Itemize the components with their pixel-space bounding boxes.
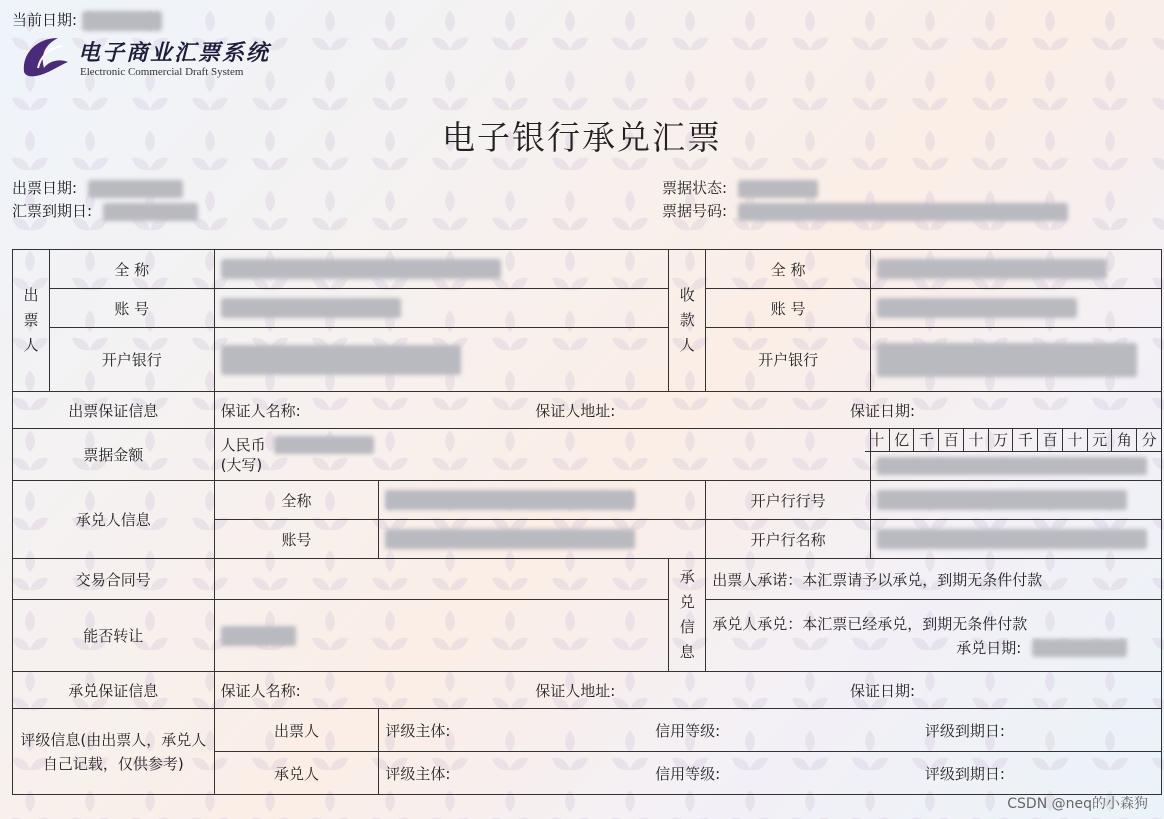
drawer-promise: 出票人承诺：本汇票请予以承兑，到期无条件付款 <box>706 559 1162 600</box>
acceptor-rating-expiry: 评级到期日: <box>924 764 1005 783</box>
drawer-rating-subject: 评级主体: <box>385 721 451 740</box>
amount-digit-header: 千 <box>914 429 939 451</box>
issue-guarantor-addr-label: 保证人地址: <box>535 401 616 420</box>
bill-number-value-redacted <box>738 203 1068 221</box>
rating-acceptor-row <box>379 752 1162 795</box>
accept-guarantee-row <box>214 672 1161 709</box>
amount-uppercase-note: (大写) <box>220 455 263 474</box>
payee-bank-label: 开户银行 <box>706 328 871 392</box>
drawer-rating-expiry: 评级到期日: <box>924 721 1005 740</box>
rating-drawer-row <box>379 709 1162 752</box>
payee-name-label: 全 称 <box>706 250 871 289</box>
acceptance-info-label: 承 兑 信 息 <box>669 559 706 672</box>
current-date-value-redacted <box>82 11 162 31</box>
rating-acceptor-label: 承兑人 <box>214 752 379 795</box>
amount-digit-header: 元 <box>1088 429 1113 451</box>
drawer-section-label: 出 票 人 <box>13 250 50 392</box>
accept-date-label: 承兑日期: <box>956 638 1022 657</box>
logo-cn: 电子商业汇票系统 <box>78 40 271 66</box>
rating-info-label: 评级信息(由出票人，承兑人自己记载，仅供参考) <box>13 709 215 795</box>
accept-guarantee-label: 承兑保证信息 <box>13 672 215 709</box>
due-date-label: 汇票到期日: <box>12 202 93 220</box>
payee-bank-value <box>870 328 1161 392</box>
amount-digit-header: 万 <box>989 429 1014 451</box>
amount-words <box>214 429 870 481</box>
acceptor-info-label: 承兑人信息 <box>13 481 215 559</box>
issue-date-value-redacted <box>88 180 183 198</box>
issue-guarantor-name-label: 保证人名称: <box>220 401 301 420</box>
acceptor-bank-no-label: 开户行行号 <box>706 481 871 520</box>
amount-digit-header: 千 <box>1013 429 1038 451</box>
amount-digit-header: 分 <box>1141 431 1157 449</box>
acceptor-bank-name-label: 开户行名称 <box>706 520 871 559</box>
acceptor-bank-no-value <box>870 481 1161 520</box>
amount-digit-header: 十 <box>865 429 890 451</box>
acceptor-accept-text: 承兑人承兑：本汇票已经承兑，到期无条件付款 <box>712 614 1028 633</box>
drawer-name-value <box>214 250 669 289</box>
amount-digit-headers <box>865 429 1161 452</box>
due-date-value-redacted <box>103 203 198 221</box>
acceptor-credit-grade: 信用等级: <box>655 764 721 783</box>
issue-guarantee-date-label: 保证日期: <box>849 401 915 420</box>
acceptor-rating-subject: 评级主体: <box>385 764 451 783</box>
logo <box>18 32 278 82</box>
payee-account-value <box>870 289 1161 328</box>
acceptor-name-value <box>379 481 706 520</box>
bill-number-label: 票据号码: <box>662 202 728 220</box>
acceptor-account-label: 账号 <box>214 520 379 559</box>
accept-guarantor-name-label: 保证人名称: <box>220 681 301 700</box>
amount-currency: 人民币 <box>220 435 266 454</box>
logo-mark-icon <box>18 32 74 80</box>
acceptor-account-value <box>379 520 706 559</box>
page-title: 电子银行承兑汇票 <box>442 118 722 157</box>
accept-guarantor-addr-label: 保证人地址: <box>535 681 616 700</box>
issue-guarantee-label: 出票保证信息 <box>13 392 215 429</box>
amount-digit-header: 角 <box>1112 429 1137 451</box>
payee-name-value <box>870 250 1161 289</box>
current-date-label: 当前日期: <box>12 11 78 29</box>
drawer-credit-grade: 信用等级: <box>655 721 721 740</box>
bill-table <box>12 249 1162 795</box>
current-date <box>12 10 162 31</box>
accept-date-value-redacted <box>1032 639 1127 657</box>
amount-digit-header: 百 <box>1038 429 1063 451</box>
acceptor-name-label: 全称 <box>214 481 379 520</box>
amount-digit-header: 十 <box>964 429 989 451</box>
contract-label: 交易合同号 <box>13 559 215 600</box>
transfer-label: 能否转让 <box>13 600 215 672</box>
acceptor-bank-name-value <box>870 520 1161 559</box>
watermark: CSDN @neq的小森狗 <box>1007 796 1148 812</box>
due-date <box>12 201 198 221</box>
issue-date <box>12 178 183 198</box>
amount-digits-value-redacted <box>877 457 1147 475</box>
acceptor-acceptance <box>706 600 1162 672</box>
bill-number <box>662 201 1068 221</box>
drawer-account-value <box>214 289 669 328</box>
amount-digit-header: 十 <box>1063 429 1088 451</box>
rating-drawer-label: 出票人 <box>214 709 379 752</box>
contract-value <box>214 559 669 600</box>
drawer-name-label: 全 称 <box>49 250 214 289</box>
amount-words-value-redacted <box>274 436 374 454</box>
bill-status-label: 票据状态: <box>662 179 728 197</box>
bill-status-value-redacted <box>738 180 818 198</box>
bill-status <box>662 178 818 198</box>
accept-guarantee-date-label: 保证日期: <box>849 681 915 700</box>
issue-date-label: 出票日期: <box>12 179 78 197</box>
drawer-bank-label: 开户银行 <box>49 328 214 392</box>
transfer-value <box>214 600 669 672</box>
payee-account-label: 账 号 <box>706 289 871 328</box>
amount-digit-header: 亿 <box>890 429 915 451</box>
payee-section-label: 收 款 人 <box>669 250 706 392</box>
amount-label: 票据金额 <box>13 429 215 481</box>
drawer-bank-value <box>214 328 669 392</box>
logo-en: Electronic Commercial Draft System <box>80 66 244 78</box>
issue-guarantee-row <box>214 392 1161 429</box>
amount-digits-cell <box>870 429 1161 481</box>
drawer-account-label: 账 号 <box>49 289 214 328</box>
amount-digit-header: 百 <box>939 429 964 451</box>
